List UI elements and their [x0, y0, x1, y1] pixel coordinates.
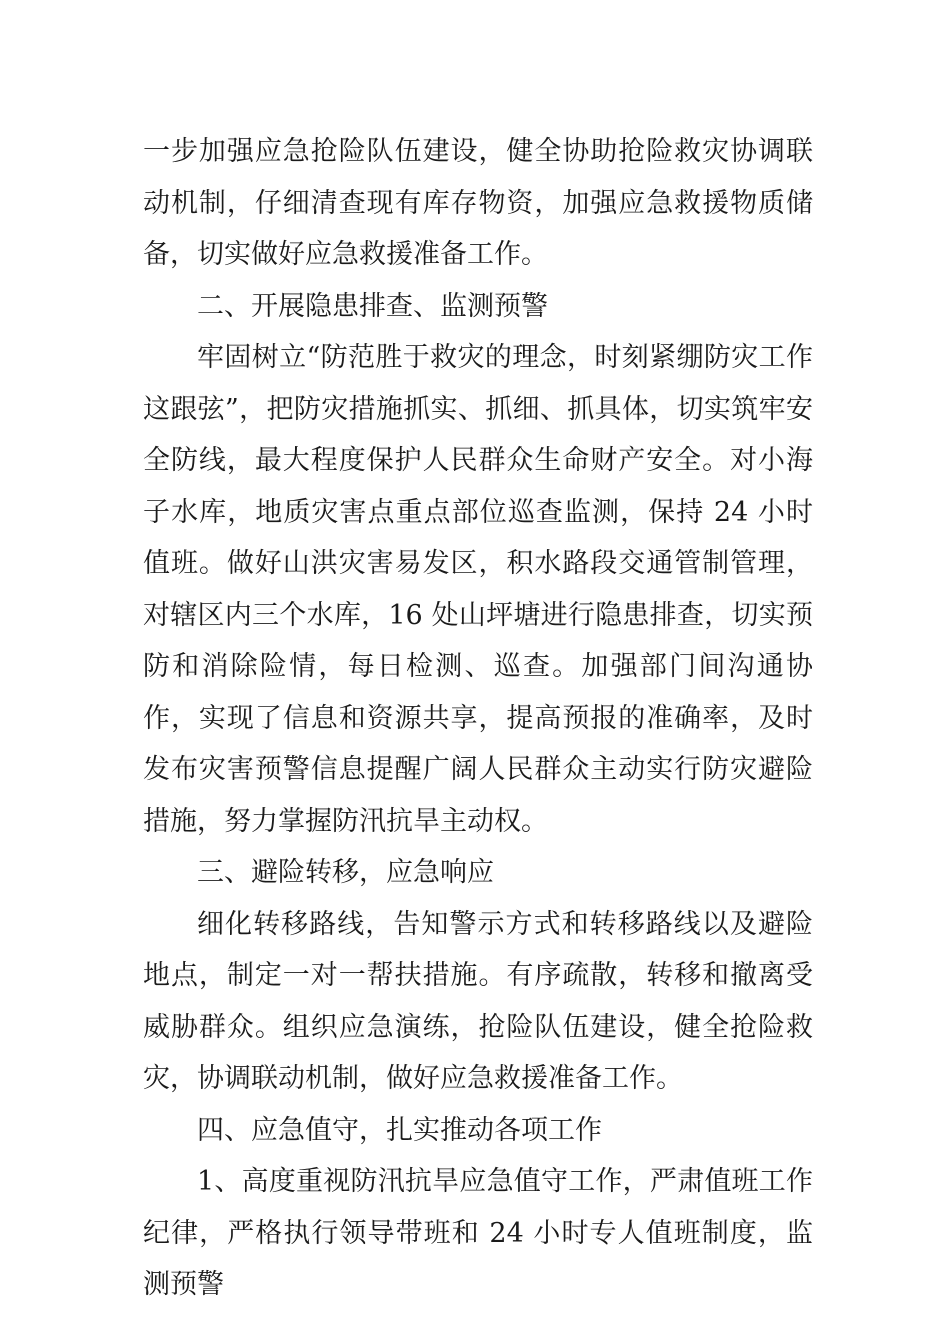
section-heading-4: 四、应急值守，扎实推动各项工作	[197, 1114, 602, 1146]
document-body	[143, 126, 813, 1311]
body-paragraph: 1、高度重视防汛抗旱应急值守工作，严肃值班工作纪律，严格执行领导带班和 24 小时专人值班制度，监测预警	[143, 1166, 813, 1300]
body-paragraph: 细化转移路线，告知警示方式和转移路线以及避险地点，制定一对一帮扶措施。有序疏散，转移和撤离受威胁群众。组织应急演练，抢险队伍建设，健全抢险救灾，协调联动机制，做好应急救援准备工作。	[143, 908, 813, 1094]
section-heading-3: 三、避险转移，应急响应	[197, 857, 494, 888]
body-paragraph-continued: 一步加强应急抢险队伍建设，健全协助抢险救灾协调联动机制，仔细清查现有库存物资，加强应急救援物质储备，切实做好应急救援准备工作。	[143, 136, 813, 270]
body-paragraph: 牢固树立“防范胜于救灾的理念，时刻紧绷防灾工作这跟弦”，把防灾措施抓实、抓细、抓具体，切实筑牢安全防线，最大程度保护人民群众生命财产安全。对小海子水库，地质灾害点重点部位巡查监测，保持 24 小时值班。做好山洪灾害易发区，积水路段交通管制管理，对辖区内三个水库，16 处山坪塘进行隐患排查，切实预防和消除险情，每日检测、巡查。加强部门间沟通协作，实现了信息和资源共享，提高预报的准确率，及时发布灾害预警信息提醒广阔人民群众主动实行防灾避险措施，努力掌握防汛抗旱主动权。	[143, 342, 813, 837]
section-heading-2: 二、开展隐患排查、监测预警	[197, 290, 548, 322]
